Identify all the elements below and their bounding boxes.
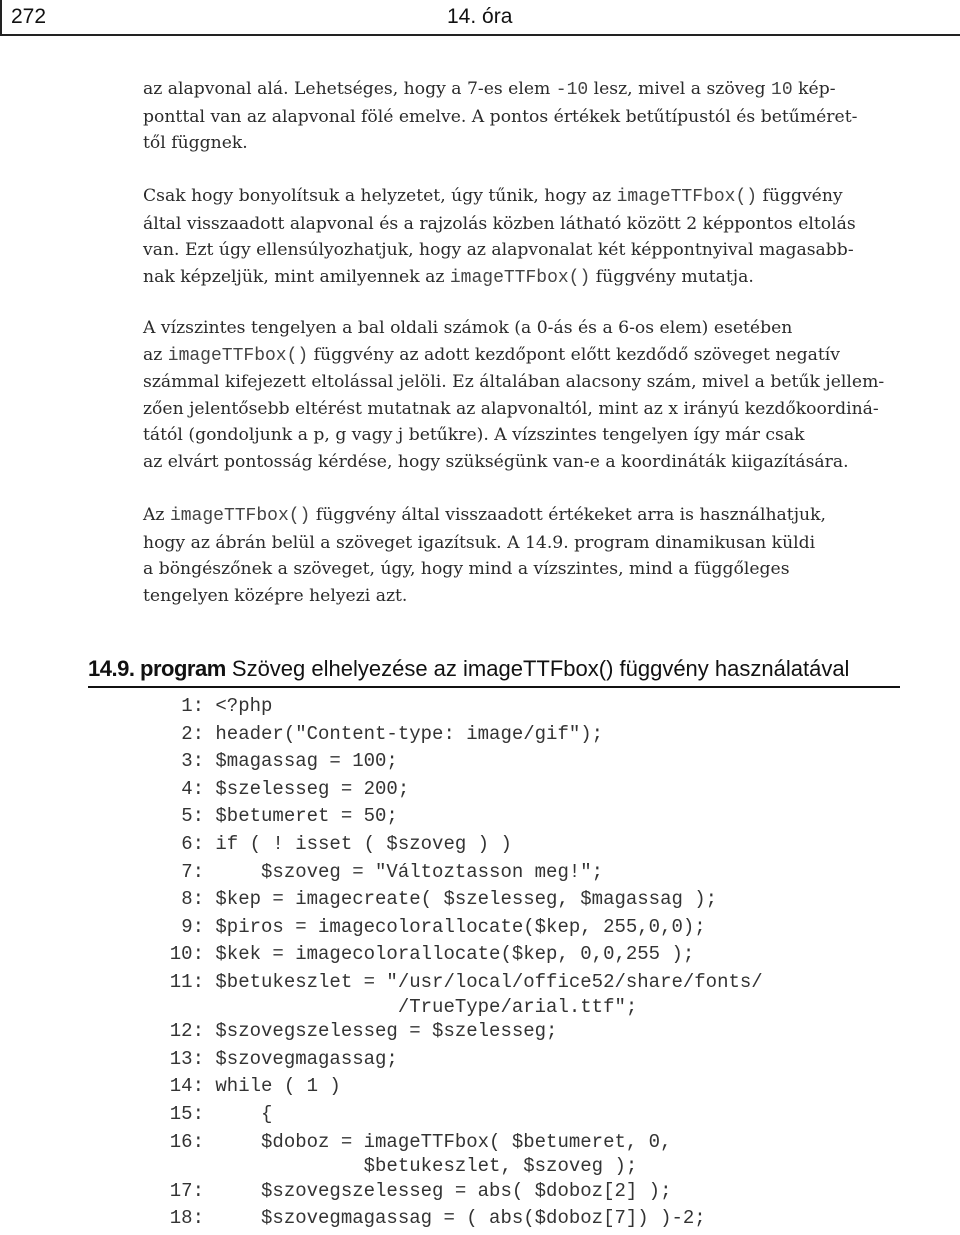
code-text: $betumeret = 50; xyxy=(204,805,398,828)
text-span: függvény mutatja. xyxy=(590,266,754,287)
inline-code: imageTTFbox() xyxy=(616,187,758,207)
inline-code: imageTTFbox() xyxy=(167,345,309,366)
line-number: 10: xyxy=(169,943,204,966)
text-span: nak képzeljük, mint amilyennek az xyxy=(143,266,450,287)
text-line: számmal kifejezett eltolással jelöli. Ez általában alacsony szám, mivel a betűk jellem- xyxy=(143,372,885,393)
inline-code: 10 xyxy=(771,80,793,100)
line-number: 1: xyxy=(181,695,204,717)
code-line xyxy=(160,776,763,804)
code-line xyxy=(160,1153,763,1178)
code-text: if ( ! isset ( $szoveg ) ) xyxy=(204,832,512,855)
code-line xyxy=(160,941,763,969)
text-line: van. Ezt úgy ellensúlyozhatjuk, hogy az alapvonalat két képpontnyival magasabb- xyxy=(143,240,854,261)
code-line xyxy=(160,1205,763,1233)
code-text: $szovegmagassag; xyxy=(204,1047,398,1070)
text-span: az alapvonal alá. Lehetséges, hogy a 7-es elem xyxy=(143,79,556,99)
code-text: header("Content-type: image/gif"); xyxy=(204,722,604,745)
code-line xyxy=(160,969,763,997)
code-line xyxy=(160,1178,763,1206)
line-number: 7: xyxy=(181,860,204,883)
code-listing xyxy=(160,693,763,1233)
listing-heading xyxy=(88,656,900,688)
code-text: $piros = imagecolorallocate($kep, 255,0,0); xyxy=(204,915,706,938)
code-text: while ( 1 ) xyxy=(204,1075,341,1098)
text-line: által visszaadott alapvonal és a rajzolás közben látható között 2 képpontos eltolás xyxy=(143,213,856,234)
text-span: kép- xyxy=(792,79,836,99)
line-number: 3: xyxy=(181,750,204,773)
code-line xyxy=(160,1046,763,1074)
text-line: ponttal van az alapvonal fölé emelve. A pontos értékek betűtípustól és betűméret- xyxy=(143,106,858,127)
paragraph-4 xyxy=(143,502,903,609)
code-line xyxy=(160,1129,763,1157)
code-line xyxy=(160,748,763,776)
inline-code: imageTTFbox() xyxy=(169,506,311,526)
code-text: $betukeszlet = "/usr/local/office52/share/fonts/ xyxy=(204,970,763,993)
line-number: 12: xyxy=(169,1020,204,1043)
code-line xyxy=(160,693,763,721)
code-text: { xyxy=(204,1102,273,1125)
line-number: 11: xyxy=(169,970,204,993)
text-span: lesz, mivel a szöveg xyxy=(588,79,772,99)
code-line xyxy=(160,1018,763,1046)
line-number: 5: xyxy=(181,805,204,828)
code-line xyxy=(160,831,763,859)
chapter-title: 14. óra xyxy=(447,5,513,28)
line-number: 9: xyxy=(181,915,204,938)
text-line: A vízszintes tengelyen a bal oldali számok (a 0-ás és a 6-os elem) esetében xyxy=(143,318,793,338)
code-text: $szoveg = "Változtasson meg!"; xyxy=(204,860,604,883)
code-line xyxy=(160,721,763,749)
paragraph-2 xyxy=(143,183,903,291)
code-line xyxy=(160,914,763,942)
paragraph-1 xyxy=(143,76,903,157)
text-line: zően jelentősebb eltérést mutatnak az alapvonaltól, mint az x irányú kezdőkoordiná- xyxy=(143,398,879,419)
text-span: függvény által visszaadott értékeket arra is használhatjuk, xyxy=(310,505,826,525)
listing-number: 14.9. program xyxy=(88,656,226,681)
line-number: 16: xyxy=(169,1130,204,1153)
text-line: hogy az ábrán belül a szöveget igazítsuk. A 14.9. program dinamikusan küldi xyxy=(143,532,816,553)
code-line xyxy=(160,1073,763,1101)
text-span: Csak hogy bonyolítsuk a helyzetet, úgy tűnik, hogy az xyxy=(143,186,617,206)
code-text: $doboz = imageTTFbox( $betumeret, 0, xyxy=(204,1130,672,1153)
text-span: Az xyxy=(143,505,170,525)
text-line: a böngészőnek a szöveget, úgy, hogy mind a vízszintes, mind a függőleges xyxy=(143,559,790,580)
line-number: 4: xyxy=(181,777,204,800)
text-line: az elvárt pontosság kérdése, hogy szükségünk van-e a koordináták kiigazítására. xyxy=(143,451,849,472)
listing-title: Szöveg elhelyezése az imageTTFbox() függvény használatával xyxy=(225,656,850,681)
text-line xyxy=(143,183,903,211)
line-number: 2: xyxy=(181,722,204,745)
line-number: 14: xyxy=(169,1075,204,1098)
code-text: $magassag = 100; xyxy=(204,750,398,773)
code-line xyxy=(160,803,763,831)
code-line xyxy=(160,886,763,914)
code-line xyxy=(160,994,763,1019)
header-left-rule xyxy=(0,0,2,36)
text-line xyxy=(143,264,903,292)
code-text: <?php xyxy=(204,695,273,717)
text-line xyxy=(143,76,903,104)
inline-code: imageTTFbox() xyxy=(449,267,591,288)
code-text: $kep = imagecreate( $szelesseg, $magassag ); xyxy=(204,888,718,911)
paragraph-3 xyxy=(143,315,903,476)
line-number: 6: xyxy=(181,832,204,855)
code-line xyxy=(160,1101,763,1129)
text-line xyxy=(143,502,903,530)
text-line: tától (gondoljunk a p, g vagy j betűkre). A vízszintes tengelyen így már csak xyxy=(143,425,805,446)
page-number: 272 xyxy=(11,5,47,28)
text-line xyxy=(143,342,903,370)
text-line: tengelyen középre helyezi azt. xyxy=(143,585,408,606)
code-text: $szovegszelesseg = $szelesseg; xyxy=(204,1020,558,1043)
text-line: től függnek. xyxy=(143,133,248,154)
line-number: 18: xyxy=(169,1207,204,1230)
text-span: az xyxy=(143,344,168,365)
code-text: $szelesseg = 200; xyxy=(204,777,410,800)
line-number: 13: xyxy=(169,1047,204,1070)
line-number: 15: xyxy=(169,1102,204,1125)
text-span: függvény xyxy=(757,186,843,206)
line-number: 17: xyxy=(169,1179,204,1202)
code-text: $betukeszlet, $szoveg ); xyxy=(204,1155,638,1178)
code-line xyxy=(160,859,763,887)
text-span: függvény az adott kezdőpont előtt kezdődő szöveget negatív xyxy=(308,344,841,365)
code-text: $kek = imagecolorallocate($kep, 0,0,255 ); xyxy=(204,943,695,966)
line-number: 8: xyxy=(181,888,204,911)
code-text: /TrueType/arial.ttf"; xyxy=(204,995,638,1018)
code-text: $szovegszelesseg = abs( $doboz[2] ); xyxy=(204,1179,672,1202)
code-text: $szovegmagassag = ( abs($doboz[7]) )-2; xyxy=(204,1207,706,1230)
inline-code: -10 xyxy=(555,80,589,100)
